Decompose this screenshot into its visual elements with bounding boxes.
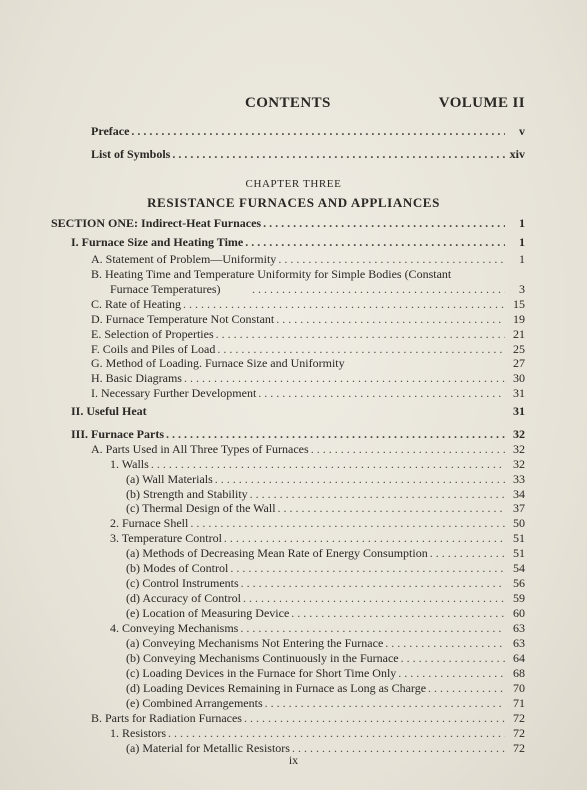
toc-entry-page: 70 xyxy=(513,681,525,695)
toc-entry-page: 50 xyxy=(513,516,525,530)
toc-entry-title: (b) Modes of Control xyxy=(126,561,229,575)
dot-leader xyxy=(252,282,505,296)
toc-entry-page: 27 xyxy=(513,356,525,370)
toc-entry xyxy=(91,711,525,725)
toc-entry-title: (c) Thermal Design of the Wall xyxy=(126,501,276,515)
contents-heading: CONTENTS xyxy=(245,95,331,111)
toc-entry-title: C. Rate of Heating xyxy=(91,297,181,311)
toc-entry xyxy=(250,282,525,296)
toc-entry xyxy=(126,487,525,501)
toc-entry-page: 60 xyxy=(513,606,525,620)
dot-leader xyxy=(224,531,505,545)
dot-leader xyxy=(245,235,505,249)
dot-leader xyxy=(183,297,505,311)
volume-heading: VOLUME II xyxy=(438,95,525,111)
toc-entry-page: 54 xyxy=(513,561,525,575)
toc-entry xyxy=(126,561,525,575)
dot-leader xyxy=(215,472,505,486)
page-number: ix xyxy=(288,753,299,767)
toc-entry-page: 72 xyxy=(513,726,525,740)
toc-entry xyxy=(71,404,525,418)
toc-entry xyxy=(110,726,525,740)
toc-entry-page: 19 xyxy=(513,312,525,326)
toc-entry-page: 3 xyxy=(519,282,525,296)
toc-entry-page: 30 xyxy=(513,371,525,385)
toc-entry-title: B. Parts for Radiation Furnaces xyxy=(91,711,242,725)
dot-leader xyxy=(217,342,505,356)
toc-entry-page: 63 xyxy=(513,636,525,650)
dot-leader xyxy=(278,252,505,266)
toc-entry-title: I. Furnace Size and Heating Time xyxy=(71,235,244,249)
toc-entry xyxy=(91,356,525,370)
dot-leader xyxy=(250,487,505,501)
toc-entry-title: (a) Material for Metallic Resistors xyxy=(126,741,290,755)
toc-entry-page: 59 xyxy=(513,591,525,605)
toc-entry-title: E. Selection of Properties xyxy=(91,327,214,341)
toc-entry xyxy=(110,457,525,471)
toc-entry xyxy=(91,312,525,326)
toc-entry xyxy=(126,546,525,560)
toc-entry-title: A. Parts Used in All Three Types of Furnaces xyxy=(91,442,309,456)
toc-entry-title: 1. Walls xyxy=(110,457,149,471)
dot-leader xyxy=(190,516,505,530)
toc-entry-title: (c) Control Instruments xyxy=(126,576,239,590)
toc-entry-page: 56 xyxy=(513,576,525,590)
dot-leader xyxy=(311,442,505,456)
toc-entry xyxy=(126,591,525,605)
toc-entry-continuation: Furnace Temperatures) xyxy=(110,282,221,296)
toc-entry-title: II. Useful Heat xyxy=(71,404,147,418)
toc-entry-page: v xyxy=(519,124,525,138)
toc-entry-page: 1 xyxy=(519,252,525,266)
toc-entry-page: 32 xyxy=(513,427,525,441)
dot-leader xyxy=(172,147,505,161)
toc-entry xyxy=(91,267,525,281)
toc-entry-page: 72 xyxy=(513,711,525,725)
toc-entry-title: (e) Location of Measuring Device xyxy=(126,606,290,620)
toc-entry-page: 31 xyxy=(513,386,525,400)
toc-entry-page: xiv xyxy=(509,147,525,161)
toc-entry xyxy=(126,696,525,710)
dot-leader xyxy=(184,371,505,385)
toc-entry-page: 1 xyxy=(519,235,525,249)
toc-entry-title: (b) Conveying Mechanisms Continuously in the Furnace xyxy=(126,651,399,665)
dot-leader xyxy=(265,696,505,710)
toc-entry-title: 2. Furnace Shell xyxy=(110,516,189,530)
toc-entry-page: 21 xyxy=(513,327,525,341)
toc-entry-page: 25 xyxy=(513,342,525,356)
dot-leader xyxy=(276,312,505,326)
toc-entry-title: (d) Accuracy of Control xyxy=(126,591,241,605)
toc-entry xyxy=(110,621,525,635)
dot-leader xyxy=(151,457,505,471)
toc-entry-page: 15 xyxy=(513,297,525,311)
toc-entry-page: 1 xyxy=(519,216,525,230)
dot-leader xyxy=(168,726,505,740)
toc-entry xyxy=(91,442,525,456)
dot-leader xyxy=(131,124,505,138)
dot-leader xyxy=(243,591,505,605)
dot-leader xyxy=(258,386,505,400)
toc-entry-title: (a) Conveying Mechanisms Not Entering the Furnace xyxy=(126,636,384,650)
dot-leader xyxy=(240,621,505,635)
toc-entry-page: 34 xyxy=(513,487,525,501)
dot-leader xyxy=(230,561,505,575)
toc-entry-page: 72 xyxy=(513,741,525,755)
chapter-title: RESISTANCE FURNACES AND APPLIANCES xyxy=(147,195,440,210)
dot-leader xyxy=(216,327,505,341)
toc-entry-title: SECTION ONE: Indirect-Heat Furnaces xyxy=(51,216,262,230)
toc-entry-title: List of Symbols xyxy=(91,147,171,161)
toc-entry xyxy=(126,576,525,590)
toc-entry-title: B. Heating Time and Temperature Uniformity for Simple Bodies (Constant xyxy=(91,267,452,281)
toc-entry-title: A. Statement of Problem—Uniformity xyxy=(91,252,277,266)
toc-entry-page: 71 xyxy=(513,696,525,710)
toc-entry xyxy=(51,216,525,230)
toc-entry xyxy=(126,501,525,515)
toc-entry xyxy=(91,327,525,341)
toc-entry-page: 51 xyxy=(513,546,525,560)
dot-leader xyxy=(241,576,505,590)
toc-entry-title: (b) Strength and Stability xyxy=(126,487,248,501)
toc-entry-title: I. Necessary Further Development xyxy=(91,386,257,400)
toc-entry xyxy=(110,516,525,530)
dot-leader xyxy=(278,501,505,515)
dot-leader xyxy=(291,606,505,620)
toc-entry-title: (d) Loading Devices Remaining in Furnace as Long as Charge xyxy=(126,681,427,695)
toc-entry xyxy=(91,342,525,356)
toc-entry-title: (a) Methods of Decreasing Mean Rate of Energy Consumption xyxy=(126,546,428,560)
toc-entry-title: 3. Temperature Control xyxy=(110,531,222,545)
toc-entry-page: 31 xyxy=(513,404,525,418)
toc-entry xyxy=(71,427,525,441)
dot-leader xyxy=(398,666,505,680)
toc-entry xyxy=(91,124,525,138)
toc-entry-title: F. Coils and Piles of Load xyxy=(91,342,216,356)
toc-entry-title: 1. Resistors xyxy=(110,726,167,740)
toc-entry-title: 4. Conveying Mechanisms xyxy=(110,621,239,635)
toc-entry-title: (a) Wall Materials xyxy=(126,472,213,486)
toc-entry xyxy=(126,472,525,486)
toc-entry xyxy=(91,297,525,311)
toc-entry-title: (e) Combined Arrangements xyxy=(126,696,263,710)
toc-entry xyxy=(91,386,525,400)
dot-leader xyxy=(166,427,505,441)
toc-entry-title: D. Furnace Temperature Not Constant xyxy=(91,312,275,326)
toc-entry-page: 37 xyxy=(513,501,525,515)
toc-entry-page: 63 xyxy=(513,621,525,635)
toc-entry-title: (c) Loading Devices in the Furnace for Short Time Only xyxy=(126,666,397,680)
toc-entry xyxy=(126,651,525,665)
toc-entry-title: III. Furnace Parts xyxy=(71,427,164,441)
toc-entry-page: 51 xyxy=(513,531,525,545)
toc-entry xyxy=(126,606,525,620)
toc-entry-page: 64 xyxy=(513,651,525,665)
toc-entry-title: H. Basic Diagrams xyxy=(91,371,182,385)
contents-header xyxy=(245,95,525,112)
toc-entry-title: Preface xyxy=(91,124,130,138)
toc-entry xyxy=(126,666,525,680)
toc-entry xyxy=(71,235,525,249)
chapter-label: CHAPTER THREE xyxy=(245,178,342,190)
toc-entry xyxy=(110,531,525,545)
dot-leader xyxy=(385,636,505,650)
toc-entry-page: 32 xyxy=(513,442,525,456)
toc-entry xyxy=(126,636,525,650)
dot-leader xyxy=(401,651,505,665)
toc-entry xyxy=(91,147,525,161)
toc-entry-title: G. Method of Loading. Furnace Size and Uniformity xyxy=(91,356,345,370)
toc-entry xyxy=(126,681,525,695)
dot-leader xyxy=(430,546,505,560)
toc-entry xyxy=(91,371,525,385)
toc-entry-page: 33 xyxy=(513,472,525,486)
toc-entry-page: 68 xyxy=(513,666,525,680)
toc-entry xyxy=(91,252,525,266)
dot-leader xyxy=(263,216,505,230)
toc-entry-page: 32 xyxy=(513,457,525,471)
dot-leader xyxy=(244,711,505,725)
dot-leader xyxy=(428,681,505,695)
